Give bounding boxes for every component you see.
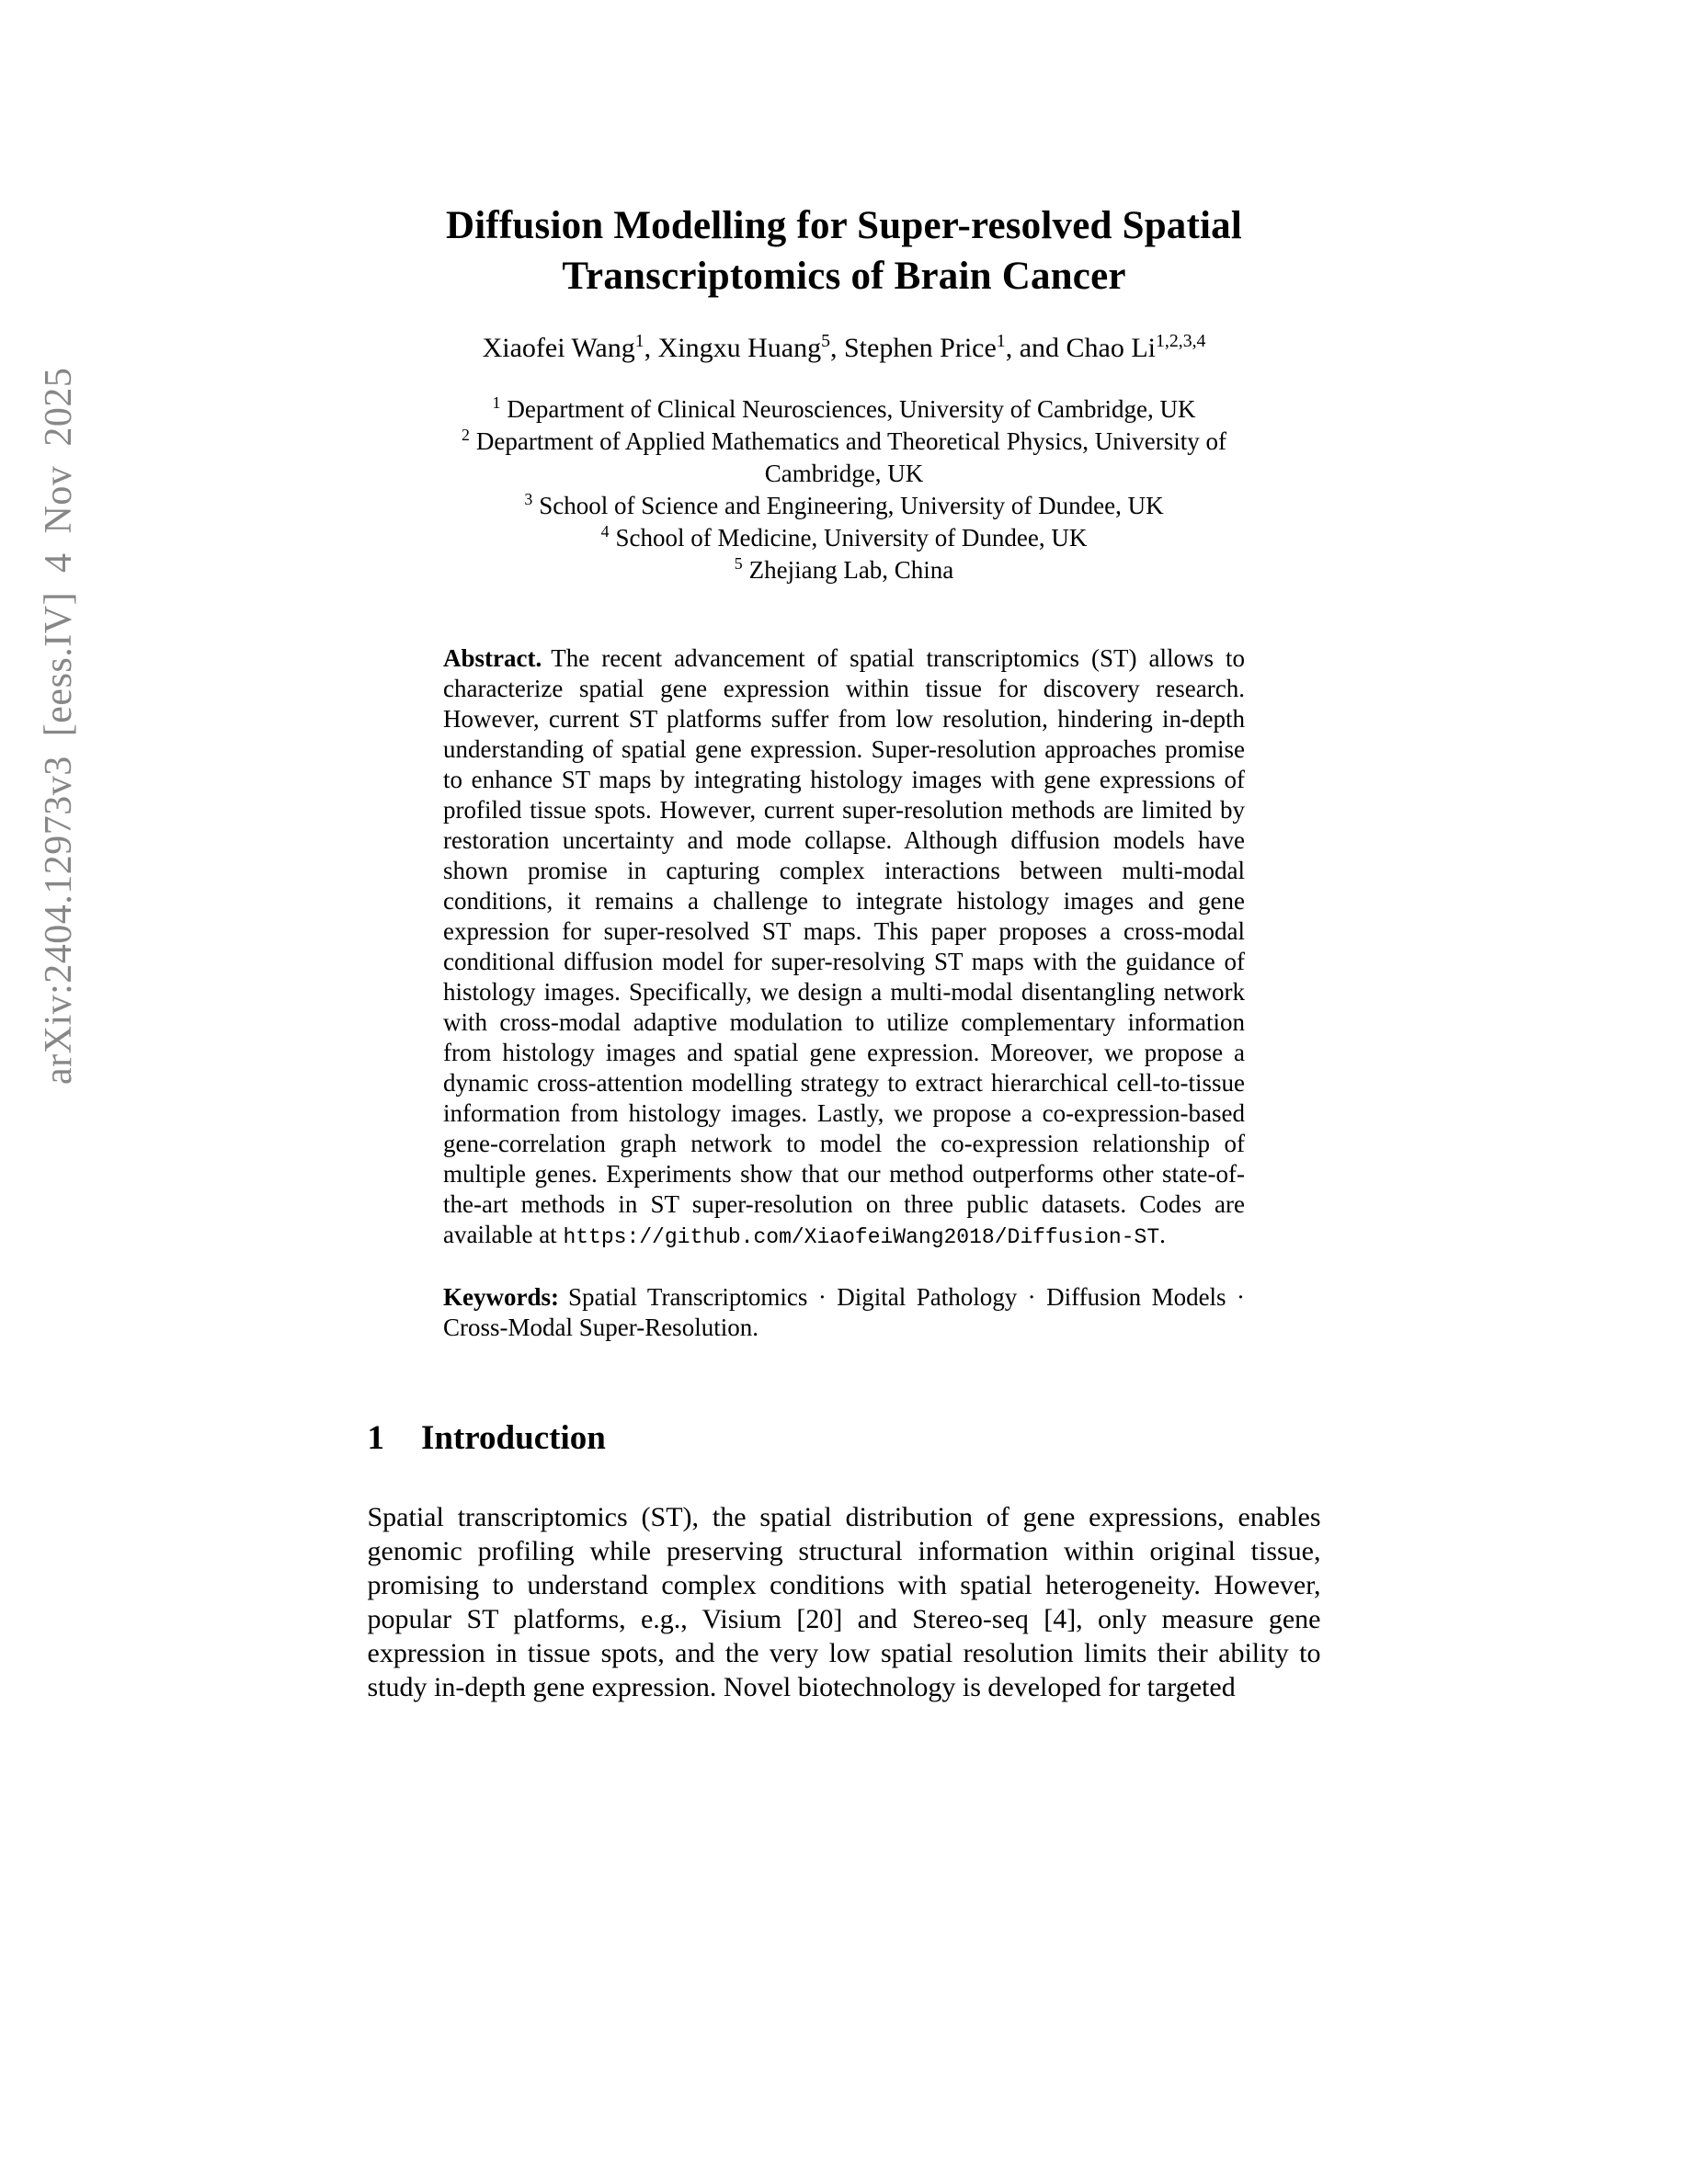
abstract-label: Abstract. <box>443 644 542 672</box>
author-name: Xingxu Huang <box>657 333 822 363</box>
author-separator: , <box>644 333 658 363</box>
abstract-text-after-url: . <box>1159 1221 1166 1248</box>
affiliation-number: 3 <box>524 490 533 508</box>
affiliation-item <box>421 554 1267 586</box>
affiliation-text: Zhejiang Lab, China <box>748 556 954 584</box>
paper-title <box>368 200 1321 301</box>
title-line-2: Transcriptomics of Brain Cancer <box>562 255 1126 298</box>
affiliation-number: 2 <box>462 426 470 444</box>
arxiv-watermark: arXiv:2404.12973v3 [eess.IV] 4 Nov 2025 <box>38 367 80 1085</box>
affiliation-item <box>421 426 1267 490</box>
authors-line <box>368 333 1321 364</box>
section-title: Introduction <box>421 1419 606 1457</box>
author-name: Stephen Price <box>844 333 997 363</box>
keywords-label: Keywords: <box>443 1283 559 1311</box>
affiliation-text: Department of Applied Mathematics and Theoretical Physics, University of Cambridge, UK <box>475 427 1226 487</box>
paper-content <box>368 0 1321 1704</box>
affiliation-number: 1 <box>492 393 501 412</box>
affiliation-number: 5 <box>734 554 743 573</box>
author-name: Chao Li <box>1066 333 1157 363</box>
affiliation-item <box>421 490 1267 522</box>
abstract-section <box>443 643 1245 1253</box>
affiliation-number: 4 <box>600 522 610 540</box>
code-repository-link[interactable]: https://github.com/XiaofeiWang2018/Diffusion-ST <box>563 1225 1160 1249</box>
author-affiliation-superscript: 1 <box>634 331 644 351</box>
author-separator: , <box>830 333 844 363</box>
title-line-1: Diffusion Modelling for Super-resolved Spatial <box>445 204 1243 247</box>
intro-paragraph: Spatial transcriptomics (ST), the spatial distribution of gene expressions, enables genomic profiling while preserving structural information within original tissue, promising to understand complex conditions with spatial heterogeneity. However, popular ST platforms, e.g., Visium [20] and Stereo-seq [4], only measure gene expression in tissue spots, and the very low spatial resolution limits their ability to study in-depth gene expression. Novel biotechnology is developed for targeted <box>367 1502 1321 1702</box>
affiliation-text: Department of Clinical Neurosciences, University of Cambridge, UK <box>507 395 1196 423</box>
author-affiliation-superscript: 5 <box>821 331 830 351</box>
section-heading-introduction <box>368 1418 1321 1458</box>
keywords-section <box>443 1282 1245 1343</box>
affiliation-item <box>421 522 1267 554</box>
keywords-text: Spatial Transcriptomics · Digital Pathology · Diffusion Models · Cross-Modal Super-Resolution. <box>443 1283 1245 1341</box>
affiliation-list <box>421 393 1267 586</box>
affiliation-text: School of Medicine, University of Dundee, UK <box>615 524 1088 552</box>
affiliation-item <box>421 393 1267 426</box>
author-affiliation-superscript: 1 <box>996 331 1006 351</box>
abstract-text: The recent advancement of spatial transcriptomics (ST) allows to characterize spatial gene expression within tissue for discovery research. However, current ST platforms suffer from low resolution, hindering in-depth understanding of spatial gene expression. Super-resolution approaches promise to enhance ST maps by integrating histology images with gene expressions of profiled tissue spots. However, current super-resolution methods are limited by restoration uncertainty and mode collapse. Although diffusion models have shown promise in capturing complex interactions between multi-modal conditions, it remains a challenge to integrate histology images and gene expression for super-resolved ST maps. This paper proposes a cross-modal conditional diffusion model for super-resolving ST maps with the guidance of histology images. Specifically, we design a multi-modal disentangling network with cross-modal adaptive modulation to utilize complementary information from histology images and spatial gene expression. Moreover, we propose a dynamic cross-attention modelling strategy to extract hierarchical cell-to-tissue information from histology images. Lastly, we propose a co-expression-based gene-correlation graph network to model the co-expression relationship of multiple genes. Experiments show that our method outperforms other state-of-the-art methods in ST super-resolution on three public datasets. Codes are available at <box>443 644 1245 1248</box>
author-affiliation-superscript: 1,2,3,4 <box>1156 331 1206 351</box>
author-separator: , and <box>1005 333 1066 363</box>
section-number: 1 <box>367 1419 384 1457</box>
author-name: Xiaofei Wang <box>482 333 635 363</box>
affiliation-text: School of Science and Engineering, University of Dundee, UK <box>539 492 1164 519</box>
